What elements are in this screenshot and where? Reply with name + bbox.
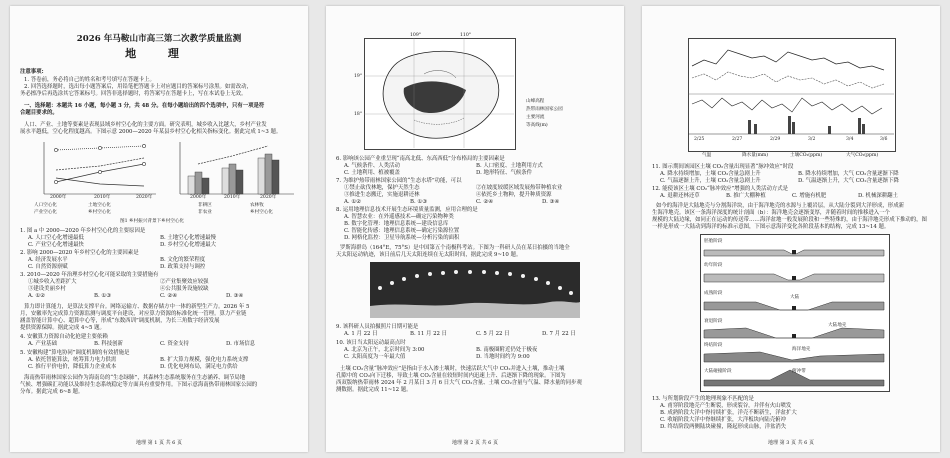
x-tick: 2/25 <box>694 137 705 142</box>
passage-line: 如今的海洋是大陆地壳与分割海洋块，由于海洋地壳的水源与上覆岩层，从大陆分裂到大洋形成，形成新 <box>656 203 904 209</box>
option: ①城乡收入差距扩大 <box>28 279 77 285</box>
exam-title: 2026 年马鞍山市高三第二次教学质量监测 <box>76 34 242 44</box>
map-legend-item: 主要河流 <box>526 115 545 120</box>
option: D. 7 月 22 日 <box>542 331 576 337</box>
answer: B. ①③ <box>410 199 428 205</box>
option: ③推进生态搬迁，实施退耕还林 <box>344 192 420 198</box>
option: C. 产业空心化增速最快 <box>28 242 84 248</box>
question-8: 8. 运用地理信息技术开展生态环境质量监测，应用合理的是 <box>336 207 478 213</box>
option: C. 推行平价电价，降低算力企业成本 <box>28 364 117 370</box>
option: A. 智慧农业：在外遥感技术—确定污染物种类 <box>344 214 454 220</box>
option: B. 数字化管理：地理信息系统—建设信息库 <box>344 221 449 227</box>
question-11: 11. 图示期间该园区土壤 CO₂含量出现显著“脉冲效应”时段 <box>652 164 794 170</box>
passage-line: 一样是形成一大陆动到海洋的标准示意图，下图示意海洋变化各阶段基本的结构，完成 13~14 题。 <box>652 224 890 230</box>
question-13: 13. 与所划阶段产生的地理现象不匹配的是 <box>652 396 754 402</box>
stage-label: 衰退阶段 <box>704 319 723 324</box>
option: C. 资金支持 <box>160 341 189 347</box>
section-heading: 一、选择题：本题共 16 小题，每小题 3 分，共 48 分。在每小题给出的四个选项中，只有一项是符 <box>24 103 265 109</box>
option: C. 增施有机肥 <box>792 193 827 199</box>
x-tick: 3/4 <box>846 137 854 142</box>
option: C. 太阳高度为一年最大值 <box>344 354 406 360</box>
option: D. 网格化监控：卫星导航系统—分析污染的面积 <box>344 235 460 241</box>
question-4: 4. 安徽算力资源自动化抢建主要依赖 <box>20 334 108 340</box>
option: ④依托乡土物种，提升种质资源 <box>476 192 552 198</box>
passage-line: 海南热带雨林国家公园作为海南岛的“生态绿肺”，其森林生态系统服务在生态涵养、调节局地 <box>24 375 246 381</box>
passage-line: 分布。据此完成 6~8 题。 <box>20 389 84 395</box>
legend-item: 人口空心化 <box>34 203 57 208</box>
option: D. 当地时间约为 9:00 <box>476 354 530 360</box>
passage-line: 月，安徽率先完成算力资源监测与调度平台建设，对应算力资源的标准化统一管理。算力产业链 <box>20 311 247 317</box>
passage-line: 人口、产业、土地等要素是表现县域乡村空心化的主要方面。研究表明，城乡收入比越大，乡村产业发 <box>24 122 267 128</box>
legend-item: 降水量(mm) <box>742 153 769 158</box>
question-5: 5. 安徽构建“算电协同”调度机制的有效措施是 <box>20 350 130 356</box>
passage-line: 罗斯海群岛（164°E，75°S）是中国第五个南极科考站。下图为一科研人员在某日拍摄的当地全 <box>340 245 570 251</box>
option: B. 11 月 22 日 <box>410 331 448 337</box>
legend-item: 产业空心化 <box>34 210 57 215</box>
notice-line: 务必擦净后再选涂其它答案标号。回答非选择题时，将答案写在答题卡上，写在本试卷上无效。 <box>20 91 247 97</box>
option: C. 智能化传感：地理信息系统—确定污染源位置 <box>344 228 460 234</box>
option: D. 乡村空心化增速最大 <box>160 242 217 248</box>
option: A. 经济发展水平 <box>28 257 68 263</box>
x-tick: 2000年 <box>50 195 67 200</box>
passage-line: 规模的大陆边缘，如同正在运动的传送带……海洋盆地一般发展阶段和一些特殊的，由于海洋地壳形成下推动的，图 <box>652 217 927 223</box>
option: A. 北京为正午，北京时间为 3:00 <box>344 347 425 353</box>
legend-item: 乡村空心化 <box>88 210 111 215</box>
legend-item: 大气CO₂(ppm) <box>846 153 879 158</box>
option: C. 土地利用、植被覆盖 <box>344 170 400 176</box>
passage-line: 孔隙中的 CO₂向下迁移，导致土壤 CO₂含量在较短时间内迅速上升、后逐渐下降的现象。下图为 <box>336 373 566 379</box>
exam-subject: 地 理 <box>125 47 193 60</box>
legend-item: 非农业 <box>198 210 212 215</box>
map-lat-label: 19° <box>354 74 363 79</box>
option: A. 退耕还林还草 <box>660 193 700 199</box>
option: A. 降水持续增加，土壤 CO₂含量急剧上升 <box>660 171 761 177</box>
map-lon-label: 109° <box>410 33 422 38</box>
diagram-label: 海洋地壳 <box>792 347 811 352</box>
question-10: 10. 该日当太阳运动最高点时 <box>336 340 406 346</box>
option: ②在坡度较缓区域发展热带种植农业 <box>476 185 563 191</box>
option: D. 机械深耕翻土 <box>858 193 898 199</box>
question-7: 7. 为维护热带雨林国家公园的“生态水塔”功能，可以 <box>336 178 462 184</box>
option: A. 气候条件、人类活动 <box>344 163 400 169</box>
answer: B. ①③ <box>94 293 112 299</box>
exam-page-3 <box>642 6 940 452</box>
question-9: 9. 该科研人员拍摄照片日期可能是 <box>336 324 419 330</box>
option: D. 市场信息 <box>226 341 256 347</box>
option: D. 政策支持与调控 <box>160 264 206 270</box>
co2-time-series <box>688 38 894 150</box>
option: B. 文化的繁荣程度 <box>160 257 206 263</box>
option: ③建设美丽乡村 <box>28 286 66 292</box>
notice-heading: 注意事项: <box>20 69 44 75</box>
map-legend-item: 热带雨林国家公园 <box>526 107 563 112</box>
legend-item: 气温 <box>702 153 712 158</box>
option: B. 扩大算力规模，强化电力系统支撑 <box>160 357 249 363</box>
option: B. 降水持续增加，大气 CO₂含量逐渐下降 <box>798 171 899 177</box>
passage-line: 生海洋地壳。该区一条海洋深度的统计剖面（b）：海洋地壳会逐渐变厚，并随着时间的推移进入一个 <box>652 210 890 216</box>
answer: D. ③④ <box>542 199 560 205</box>
option: B. 南极圈附近仍处于极夜 <box>476 347 538 353</box>
page-footer: 地理 第 1 页 共 6 页 <box>136 440 182 446</box>
legend-item: 非耕区 <box>198 203 212 208</box>
page-footer: 地理 第 3 页 共 6 页 <box>768 440 814 446</box>
answer: C. ②④ <box>476 199 494 205</box>
option: A. 甫穿阶段地壳产生断裂，形成裂谷，并伴有火山喷发 <box>660 403 792 409</box>
diagram-label: 大陆 <box>790 295 800 300</box>
stage-label: 成熟阶段 <box>704 291 723 296</box>
option: D. 气温逐渐上升，大气 CO₂含量逐渐下降 <box>798 178 899 184</box>
option: A. 人口空心化增速最低 <box>28 235 84 241</box>
x-tick: 2000年 <box>190 195 207 200</box>
x-tick: 2/27 <box>732 137 743 142</box>
diagram-label: 大陆地壳 <box>828 323 847 328</box>
option: C. 5 月 22 日 <box>476 331 510 337</box>
ocean-stage-cross-sections <box>700 234 888 390</box>
exam-page-2 <box>326 6 624 452</box>
option: C. 收缩阶段大洋中脊继续扩张，大洋板块向陆壳俯冲 <box>660 417 786 423</box>
passage-line: 测数据。据此完成 11~12 题。 <box>336 387 412 393</box>
notice-line: 1. 答卷前，务必将自己的姓名和考号填写在答题卡上。 <box>24 77 155 83</box>
x-tick: 2/29 <box>770 137 781 142</box>
answer: D. ③④ <box>226 293 244 299</box>
map-legend-item: 等高线(m) <box>526 123 548 128</box>
passage-line: 气候、增强碳汇功能以及维持生态系统稳定等方面具有重要作用。下图示意海南热带雨林国家公园的 <box>20 382 258 388</box>
island-outline <box>364 38 514 148</box>
map-lon-label: 110° <box>460 33 472 38</box>
page-footer: 地理 第 2 页 共 6 页 <box>452 440 498 446</box>
option: B. 土地空心化增速最慢 <box>160 235 216 241</box>
option: B. 推广大棚种植 <box>726 193 766 199</box>
legend-item: 土地空心化 <box>88 203 111 208</box>
stage-label: 胚胎阶段 <box>704 239 723 244</box>
map-legend-item: 山峰高程 <box>526 99 545 104</box>
question-1: 1. 图 a 中 2000—2020 年乡村空心化的主要原因是 <box>20 228 146 234</box>
x-tick: 2020年 <box>260 195 277 200</box>
x-tick: 2020年 <box>136 195 153 200</box>
question-3: 3. 2010—2020 年治理乡村空心化可能采取的主要措施有 <box>20 272 159 278</box>
option: D. 地形特征、气候条件 <box>476 170 533 176</box>
legend-item: 农林牧 <box>250 203 264 208</box>
section-heading-cont: 合题目要求的。 <box>20 110 58 116</box>
option: D. 优化电网布局，满足电力供给 <box>160 364 238 370</box>
option: B. 科技创新 <box>94 341 123 347</box>
stage-label: 终结阶段 <box>704 343 723 348</box>
stage-label: 幼年阶段 <box>704 263 723 268</box>
diagram-label: 俯冲带 <box>792 369 806 374</box>
answer: A. ①② <box>28 293 45 299</box>
question-6: 6. 影响该公园产业重呈现“南高北低、东高西低”分布格局的主要因素是 <box>336 156 505 162</box>
option: B. 成熟阶段大洋中脊持续扩张，洋壳不断新生，洋盆扩大 <box>660 410 797 416</box>
option: ④公共服务设施较缺 <box>160 286 209 292</box>
notice-line: 2. 回答选择题时，选出每小题答案后，用铅笔把答题卡上对应题目的答案标号涂黑。如需改动， <box>24 84 252 90</box>
passage-line: 提供资源保障。据此完成 4~5 题。 <box>20 325 105 331</box>
passage-line: 算力即计算能力，是算法支撑平台。网络运输方、数据存储方中一体的新型生产力。2026 年 5 <box>24 304 250 310</box>
stage-label: 大陆碰撞阶段 <box>704 369 732 374</box>
x-tick: 2010年 <box>94 195 111 200</box>
legend-item: 土壤CO₂(ppm) <box>790 153 823 158</box>
legend-item: 乡村空心化 <box>250 210 273 215</box>
question-2: 2. 影响 2000—2020 年乡村空心化的主要因素是 <box>20 250 139 256</box>
exam-page-1 <box>10 6 308 452</box>
option: A. 1 月 22 日 <box>344 331 378 337</box>
x-tick: 3/6 <box>880 137 888 142</box>
sun-path-photo <box>370 262 580 318</box>
option: ①禁止砍伐林地，保护天然生态 <box>344 185 420 191</box>
answer: C. ②④ <box>160 293 178 299</box>
option: B. 人口密度、土地利用方式 <box>476 163 543 169</box>
passage-line: 涵盖智能计算中心、超算中心等，形成“东数西训”调度机制，为长三角数字经济发展 <box>20 318 220 324</box>
passage-line: 土壤 CO₂含量“脉冲效应”是指由于水入渗土壤时，快速活跃大气中 CO₂并进入土壤，推动土壤 <box>340 366 565 372</box>
option: A. 依托智能算法，统筹算力电力供需 <box>28 357 117 363</box>
option: C. 自然资源禀赋 <box>28 264 68 270</box>
map-lat-label: 18° <box>354 112 363 117</box>
x-tick: 2010年 <box>224 195 241 200</box>
answer: A. ①② <box>344 199 361 205</box>
passage-line: 展水平越低，空心化程度越高。下图示意 2000—2020 年某县乡村空心化相关指标变化。据此完成 1~3 题。 <box>20 129 282 135</box>
passage-line: 西双版纳热带雨林 2024 年 2 月某日 3 月 6 日大气 CO₂含量、土壤 CO₂含量与气温、降水量的同步观 <box>336 380 582 386</box>
option: A. 产业基础 <box>28 341 57 347</box>
x-tick: 3/2 <box>808 137 816 142</box>
option: C. 气温逐渐上升，土壤 CO₂含量急剧上升 <box>660 178 761 184</box>
option: D. 终结阶段两侧陆块碰撞，隆起形成山脉，洋盆消失 <box>660 424 787 430</box>
question-12: 12. 能使该区土壤 CO₂“脉冲效应”增强的人类活动方式是 <box>652 186 789 192</box>
passage-line: 天太阳运动轨迹，该日前后几天太阳连续在无太阳时间，据此完成 9~10 题。 <box>336 252 522 258</box>
figure-caption: 图1 乡村振兴背景下乡村空心化 <box>120 219 185 224</box>
option: ②产业集聚效应较强 <box>160 279 209 285</box>
